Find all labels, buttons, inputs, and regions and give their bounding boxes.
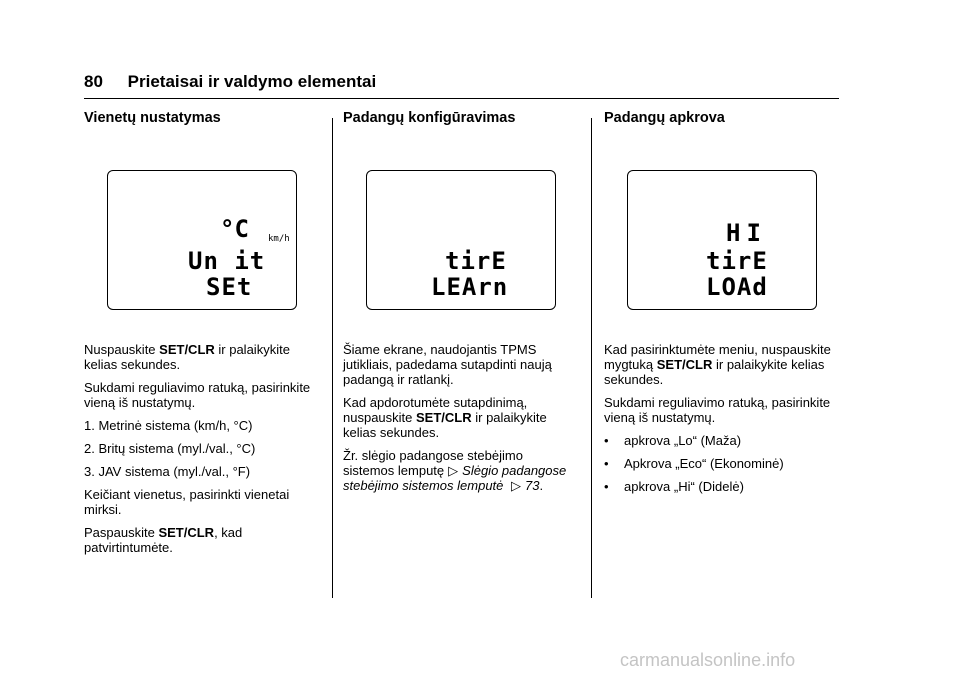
bullet-icon: • [604, 479, 609, 494]
list-item: • apkrova „Hi“ (Didelė) [604, 479, 744, 494]
column-tire-load [604, 110, 831, 494]
section-heading-tire-learn: Padangų konfigūravimas [343, 110, 516, 126]
paragraph: Kad pasirinktumėte meniu, nuspauskite mygtuką SET/CLR ir palaikykite kelias sekundes. [604, 342, 831, 387]
lcd-line-tire: tirE [706, 247, 768, 275]
paragraph: Nuspauskite SET/CLR ir palaikykite kelias sekundes. [84, 342, 290, 372]
paragraph: 3. JAV sistema (myl./val., °F) [84, 464, 251, 479]
lcd-line-hi: HI [726, 219, 767, 247]
lcd-unit-label: km/h [268, 234, 290, 244]
reference-link[interactable]: Slėgio padangose stebėjimo sistemos lemputė [343, 463, 567, 493]
column-divider-1 [332, 118, 333, 598]
body-text-tire-learn [343, 342, 571, 501]
paragraph: 2. Britų sistema (myl./val., °C) [84, 441, 256, 456]
header-rule [84, 98, 839, 99]
column-tire-learn [343, 110, 567, 493]
lcd-line-learn: LEArn [431, 273, 509, 301]
paragraph: Kad apdorotumėte sutapdinimą, nuspauskite SET/CLR ir palaikykite kelias sekundes. [343, 395, 547, 440]
lcd-display-units [107, 170, 297, 310]
bullet-icon: • [604, 433, 609, 448]
column-units [84, 110, 311, 555]
paragraph: Paspauskite SET/CLR, kad patvirtintumėte. [84, 525, 243, 555]
paragraph: Sukdami reguliavimo ratuką, pasirinkite vieną iš nustatymų. [84, 380, 311, 410]
section-heading-units: Vienetų nustatymas [84, 110, 221, 126]
lcd-display-tire-load [627, 170, 817, 310]
lcd-display-tire-learn [366, 170, 556, 310]
lcd-line-load: LOAd [706, 273, 768, 301]
list-item: • Apkrova „Eco“ (Ekonominė) [604, 456, 784, 471]
lcd-line-unit: Un it [188, 247, 266, 275]
body-text-tire-load [604, 342, 832, 502]
reference-page[interactable]: 73 [525, 478, 540, 493]
page-title: Prietaisai ir valdymo elementai [127, 72, 377, 91]
cross-reference-icon: ▷ [511, 478, 522, 493]
reference-paragraph: Žr. slėgio padangose stebėjimo sistemos lemputę ▷ Slėgio padangose stebėjimo sistemos lemputė ▷ 73. [343, 448, 567, 493]
section-heading-tire-load: Padangų apkrova [604, 110, 725, 126]
paragraph: 1. Metrinė sistema (km/h, °C) [84, 418, 253, 433]
paragraph: Šiame ekrane, naudojantis TPMS jutikliais, padedama sutapdinti naują padangą ir ratlankį. [343, 342, 552, 387]
cross-reference-icon: ▷ [448, 463, 459, 478]
lcd-line-degree: °C [220, 215, 249, 243]
paragraph: Sukdami reguliavimo ratuką, pasirinkite vieną iš nustatymų. [604, 395, 831, 425]
page-header [84, 72, 376, 92]
column-divider-2 [591, 118, 592, 598]
body-text-units [84, 342, 312, 563]
lcd-line-set: SEt [206, 273, 253, 301]
list-item: • apkrova „Lo“ (Maža) [604, 433, 742, 448]
lcd-line-tire: tirE [445, 247, 507, 275]
page-number: 80 [84, 72, 103, 91]
paragraph: Keičiant vienetus, pasirinkti vienetai mirksi. [84, 487, 290, 517]
bullet-icon: • [604, 456, 609, 471]
watermark: carmanualsonline.info [620, 650, 796, 670]
